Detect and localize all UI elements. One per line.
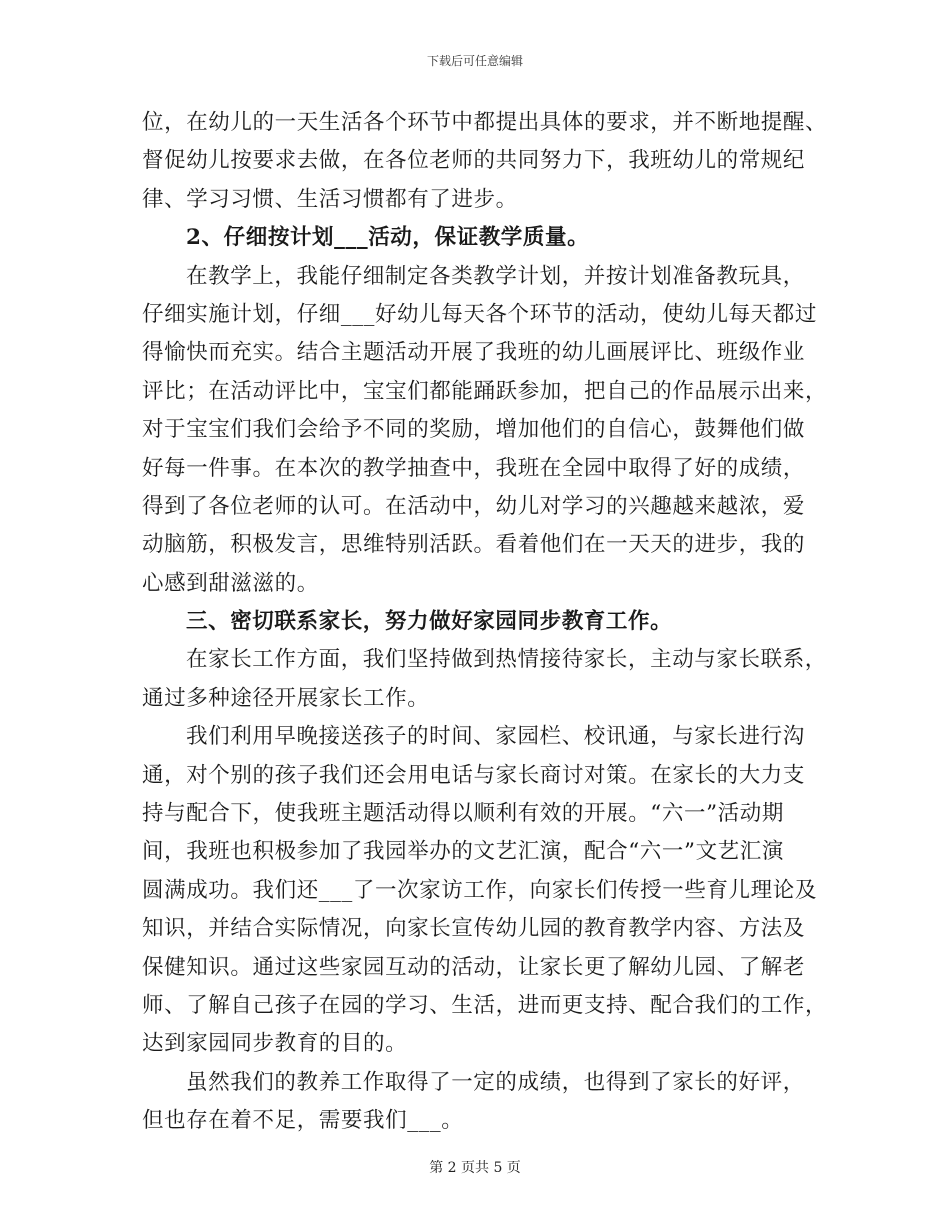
text-line: 通过多种途径开展家长工作。 — [142, 685, 430, 711]
text-line: 位，在幼儿的一天生活各个环节中都提出具体的要求，并不断地提醒、 — [142, 110, 828, 135]
text-line: 律、学习习惯、生活习惯都有了进步。 — [142, 186, 518, 212]
section-heading: 三、密切联系家长，努力做好家园同步教育工作。 — [186, 609, 673, 635]
page-footer: 第 2 页共 5 页 — [429, 1160, 521, 1176]
text-line: 但也存在着不足，需要我们___。 — [142, 1108, 464, 1134]
document-body — [142, 104, 828, 1141]
text-line: 师、了解自己孩子在园的学习、生活，进而更支持、配合我们的工作， — [142, 992, 828, 1018]
text-line: 间，我班也积极参加了我园举办的文艺汇演，配合“六一”文艺汇演 — [142, 839, 784, 865]
text-line: 在教学上，我能仔细制定各类教学计划，并按计划准备教玩具， — [186, 263, 805, 289]
text-line: 得愉快而充实。结合主题活动开展了我班的幼儿画展评比、班级作业 — [142, 340, 806, 366]
text-line: 虽然我们的教养工作取得了一定的成绩，也得到了家长的好评， — [186, 1069, 805, 1095]
text-line: 仔细实施计划，仔细___好幼儿每天各个环节的活动，使幼儿每天都过 — [142, 301, 817, 327]
text-line: 评比；在活动评比中，宝宝们都能踊跃参加，把自己的作品展示出来， — [142, 378, 828, 404]
text-line: 对于宝宝们我们会给予不同的奖励，增加他们的自信心，鼓舞他们做 — [142, 417, 806, 443]
text-line: 动脑筋，积极发言，思维特别活跃。看着他们在一天天的进步，我的 — [142, 532, 806, 558]
text-line: 通，对个别的孩子我们还会用电话与家长商讨对策。在家长的大力支 — [142, 762, 806, 788]
text-line: 知识，并结合实际情况，向家长宣传幼儿园的教育教学内容、方法及 — [142, 916, 806, 942]
text-line: 在家长工作方面，我们坚持做到热情接待家长，主动与家长联系， — [186, 647, 827, 673]
text-line: 圆满成功。我们还___了一次家访工作，向家长们传授一些育儿理论及 — [142, 877, 817, 903]
text-line: 好每一件事。在本次的教学抽查中，我班在全园中取得了好的成绩， — [142, 455, 806, 481]
text-line: 心感到甜滋滋的。 — [142, 570, 319, 596]
text-line: 督促幼儿按要求去做，在各位老师的共同努力下，我班幼儿的常规纪 — [142, 148, 806, 174]
text-line: 保健知识。通过这些家园互动的活动，让家长更了解幼儿园、了解老 — [142, 954, 806, 980]
section-heading: 2、仔细按计划___活动，保证教学质量。 — [186, 225, 590, 251]
text-line: 达到家园同步教育的目的。 — [142, 1031, 408, 1057]
text-line: 持与配合下，使我班主题活动得以顺利有效的开展。“六一”活动期 — [142, 801, 784, 827]
text-line: 得到了各位老师的认可。在活动中，幼儿对学习的兴趣越来越浓，爱 — [142, 493, 806, 519]
text-line: 我们利用早晚接送孩子的时间、家园栏、校讯通，与家长进行沟 — [186, 724, 805, 750]
page-header: 下载后可任意编辑 — [426, 54, 523, 68]
